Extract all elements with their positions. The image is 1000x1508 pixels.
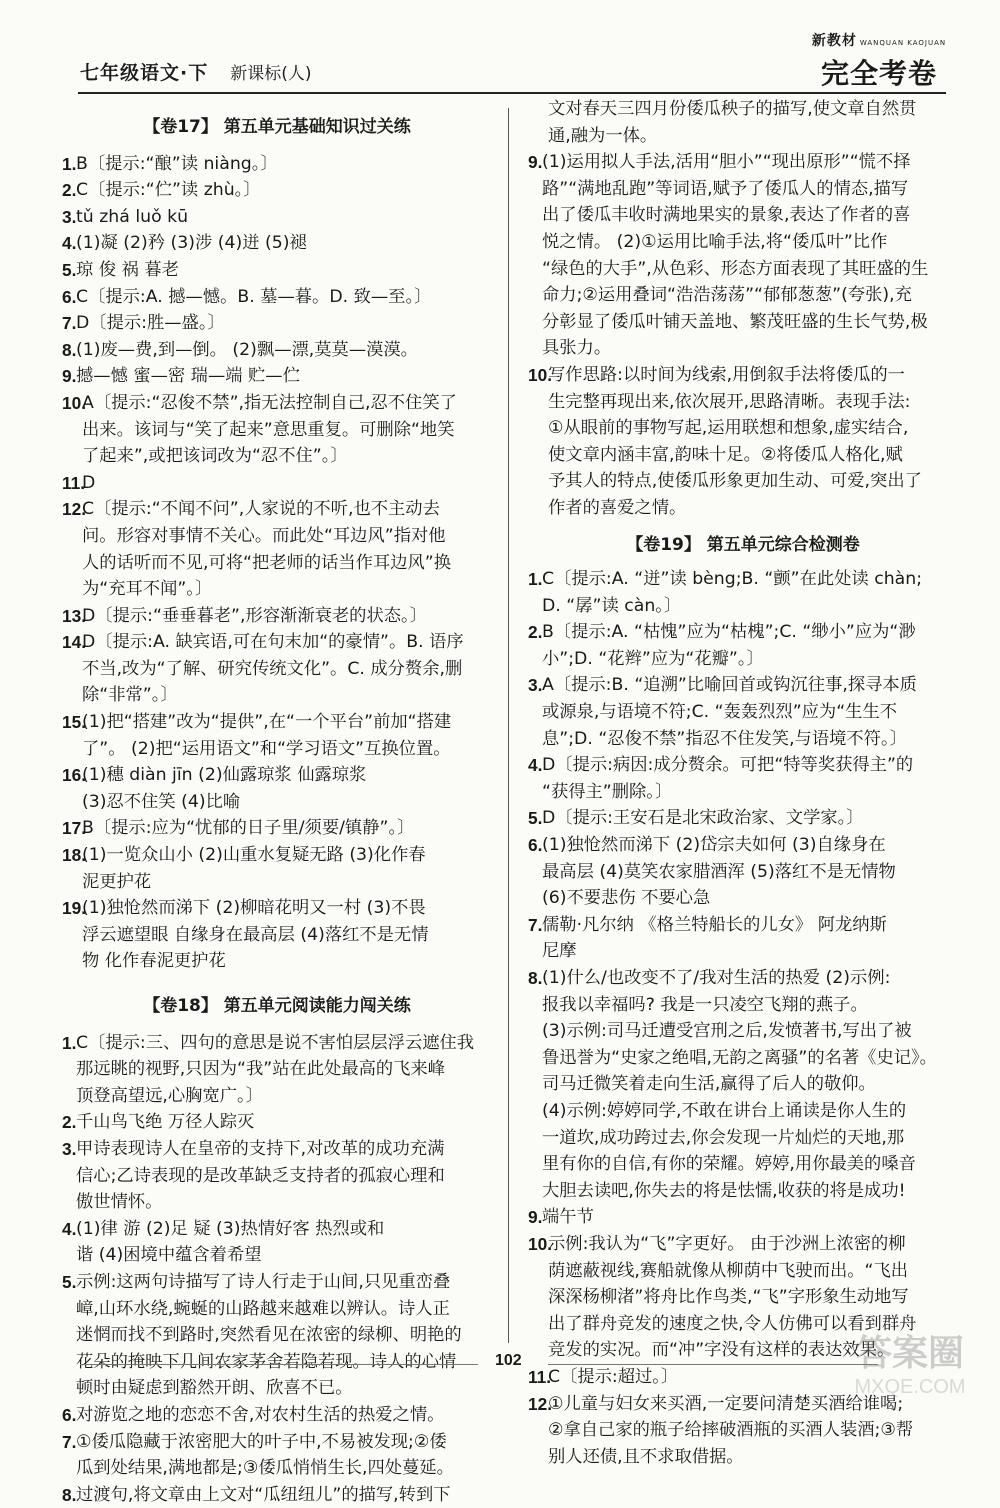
answer-line: 司马迁微笑着走向生活,赢得了后人的敬仰。: [542, 1074, 876, 1095]
answer-line: 最高层 (4)莫笑农家腊酒浑 (5)落红不是无情物: [542, 861, 896, 882]
answer-line: 报我以幸福吗? 我是一只凌空飞翔的燕子。: [542, 994, 868, 1015]
answer-line: 为“充耳不闻”。〕: [82, 579, 213, 600]
answer-line: 了起来”,或把该词改为“忍不住”。〕: [82, 446, 348, 467]
answer-line: D〔提示:A. 缺宾语,可在句末加“的豪情”。B. 语序: [82, 632, 464, 653]
answer-number: 5.: [528, 808, 543, 829]
answer-line: B〔提示:应为“忧郁的日子里/须要/镇静”。〕: [82, 818, 415, 839]
answer-line: (3)忍不住笑 (4)比喻: [82, 791, 241, 812]
answer-line: ②拿自己家的瓶子给摔破酒瓶的买酒人装酒;③帮: [548, 1420, 914, 1441]
answer-number: 2.: [528, 622, 543, 643]
answer-line: ①儿童与妇女来买酒,一定要问清楚买酒给谁喝;: [548, 1393, 904, 1414]
answer-line: 过渡句,将文章由上文对“瓜纽纽儿”的描写,转到下: [76, 1484, 451, 1505]
answer-item: [528, 566, 958, 619]
answer-line: D〔提示:“垂垂暮老”,形容渐渐衰老的状态。〕: [82, 605, 427, 626]
section-18-items-continued: [528, 149, 958, 521]
answer-number: 3.: [62, 1138, 77, 1159]
page-header: [80, 58, 311, 85]
answer-item: [62, 151, 492, 178]
answer-line: (1)独怆然而涕下 (2)岱宗夫如何 (3)自缘身在: [542, 835, 886, 856]
answer-line: 出了群舟竞发的速度之快,令人仿佛可以看到群舟: [548, 1313, 917, 1334]
answer-line: C〔提示:“不闻不问”,人家说的不听,也不主动去: [82, 499, 440, 520]
answer-line: 示例:这两句诗描写了诗人行走于山间,只见重峦叠: [76, 1271, 451, 1292]
answer-number: 7.: [528, 914, 543, 935]
answer-line: 使文章内涵丰富,韵味十足。②将倭瓜人格化,赋: [548, 444, 903, 465]
answer-item: [62, 177, 492, 204]
answer-number: 16.: [62, 765, 87, 786]
answer-number: 4.: [62, 1218, 77, 1239]
answer-line: (1)律 游 (2)足 疑 (3)热情好客 热烈或和: [76, 1218, 385, 1239]
answer-item: [62, 310, 492, 337]
answer-line: 写作思路:以时间为线索,用倒叙手法将倭瓜的一: [548, 364, 905, 385]
answer-line: D〔提示:王安石是北宋政治家、文学家。〕: [542, 808, 864, 829]
answer-item: [62, 470, 492, 497]
answer-line: 浮云遮望眼 自缘身在最高层 (4)落红不是无情: [82, 924, 429, 945]
answer-line: 儒勒·凡尔纳 《格兰特船长的儿女》 阿龙纳斯: [542, 914, 887, 935]
answer-line: 花朵的掩映下几间农家茅舍若隐若现。诗人的心情: [76, 1351, 457, 1372]
left-column: [62, 96, 492, 1508]
answer-number: 3.: [62, 206, 77, 227]
answer-number: 6.: [62, 286, 77, 307]
answer-number: 11.: [528, 1366, 552, 1387]
answer-line: 出来。该词与“笑了起来”意思重复。可删除“地笑: [82, 419, 455, 440]
answer-line: A〔提示:“忍俊不禁”,指无法控制自己,忍不住笑了: [82, 392, 457, 413]
answer-line: 问。形容对事情不关心。而此处“耳边风”指对他: [82, 525, 446, 546]
answer-line: 予其人的特点,使倭瓜形象更加生动、可爱,突出了: [548, 471, 922, 492]
answer-number: 10.: [528, 1233, 553, 1254]
answer-line: 通,融为一体。: [548, 125, 658, 146]
section-18-items: [62, 1030, 492, 1508]
answer-number: 5.: [62, 1271, 77, 1292]
answer-line: C〔提示:A. “迸”读 bèng;B. “颤”在此处读 chàn;: [542, 569, 923, 590]
header-rule: [78, 92, 946, 94]
answer-line: C〔提示:A. 撼—憾。B. 墓—暮。D. 致—至。〕: [76, 286, 432, 307]
continued-answer-8: [528, 96, 958, 149]
answer-line: (1)废—费,到—倒。 (2)飘—漂,莫莫—漠漠。: [76, 339, 418, 360]
answer-line: 端午节: [542, 1207, 594, 1228]
answer-line: 荫遮蔽视线,赛船就像从柳荫中飞驶而出。“飞出: [548, 1260, 909, 1281]
answer-line: (1)把“搭建”改为“提供”,在“一个平台”前加“搭建: [82, 712, 452, 733]
watermark-main: 答案圈: [855, 1333, 964, 1374]
answer-line: (1)独怆然而涕下 (2)柳暗花明又一村 (3)不畏: [82, 898, 426, 919]
brand-pinyin: WANQUAN KAOJUAN: [859, 39, 947, 47]
answer-number: 9.: [528, 152, 543, 173]
answer-item: [62, 709, 492, 762]
answer-item: [62, 895, 492, 975]
answer-line: C〔提示:三、四句的意思是说不害怕层层浮云遮住我: [76, 1032, 475, 1053]
answer-line: 一道坎,成功跨过去,你会发现一片灿烂的天地,那: [542, 1127, 905, 1148]
answer-item: [62, 1136, 492, 1216]
answer-line: 出了倭瓜丰收时满地果实的景象,表达了作者的喜: [542, 205, 911, 226]
section-title-17: 【卷17】 第五单元基础知识过关练: [143, 117, 411, 137]
answer-line: (1)什么/也改变不了/我对生活的热爱 (2)示例:: [542, 968, 891, 988]
watermark-logo: [850, 1325, 970, 1399]
page-footer: [80, 1352, 946, 1376]
answer-item: [528, 912, 958, 965]
footer-rule-right: [548, 1364, 878, 1365]
answer-line: ①从眼前的事物写起,运用联想和想象,虚实结合,: [548, 418, 909, 439]
answer-number: 15.: [62, 712, 87, 733]
answer-line: (1)运用拟人手法,活用“胆小”“现出原形”“慌不择: [542, 152, 911, 173]
answer-item: [62, 1402, 492, 1429]
answer-line: A〔提示:B. “追溯”比喻回首或钩沉往事,探寻本质: [542, 675, 917, 696]
answer-line: 或源泉,与语境不符;C. “轰轰烈烈”应为“生生不: [542, 702, 898, 723]
answer-item: [62, 1269, 492, 1402]
answer-line: (6)不要悲伤 不要心急: [542, 888, 711, 909]
answer-item: [62, 1109, 492, 1136]
answer-line: 作者的喜爱之情。: [548, 497, 687, 518]
answer-line: 里有你的自信,有你的荣耀。婷婷,用你最美的嗓音: [542, 1154, 916, 1175]
grade-label: 七年级语文·下: [80, 62, 209, 84]
answer-number: 1.: [62, 153, 77, 174]
answer-line: B〔提示:“酿”读 niàng。〕: [76, 153, 278, 174]
answer-item: [528, 752, 958, 805]
answer-number: 10.: [62, 392, 87, 413]
answer-item: [528, 619, 958, 672]
answer-number: 8.: [528, 968, 543, 988]
answer-item: [62, 363, 492, 390]
answer-number: 6.: [528, 835, 543, 856]
answer-line: D. “孱”读 càn。〕: [542, 595, 682, 616]
answer-line: “获得主”删除。〕: [542, 781, 673, 802]
answer-line: 物 化作春泥更护花: [82, 951, 226, 972]
answer-line: 深深杨柳渚”将舟比作鸟类,“飞”字形象生动地写: [548, 1287, 909, 1308]
brand-logo: [810, 30, 948, 92]
answer-line: 竞发的实况。而“冲”字没有这样的表达效果。: [548, 1340, 895, 1361]
answer-line: 嶂,山环水绕,蜿蜒的山路越来越难以辨认。诗人正: [76, 1298, 450, 1319]
answer-line: 瓜到处结果,满地都是;③倭瓜悄悄生长,四处蔓延。: [76, 1458, 454, 1479]
answer-item: [528, 1204, 958, 1231]
answer-number: 4.: [528, 755, 543, 776]
answer-line: 分彰显了倭瓜叶铺天盖地、繁茂旺盛的生长气势,极: [542, 311, 928, 332]
answer-item: [62, 629, 492, 709]
answer-number: 2.: [62, 1112, 77, 1133]
answer-item: [62, 815, 492, 842]
answer-item: [62, 390, 492, 470]
answer-item: [528, 805, 958, 832]
answer-number: 7.: [62, 313, 77, 334]
answer-number: 8.: [62, 1484, 77, 1505]
answer-item: [62, 230, 492, 257]
answer-number: 12.: [528, 1393, 553, 1414]
answer-number: 19.: [62, 898, 87, 919]
answer-line: 谐 (4)困境中蕴含着希望: [76, 1245, 262, 1266]
answer-number: 5.: [62, 259, 77, 280]
answer-item: [62, 496, 492, 602]
answer-item: [528, 832, 958, 912]
answer-line: “绿色的大手”,从色彩、形态方面表现了其旺盛的生: [542, 258, 929, 279]
answer-line: 千山鸟飞绝 万径人踪灭: [76, 1112, 255, 1133]
answer-number: 9.: [528, 1207, 543, 1228]
answer-item: [528, 1391, 958, 1471]
answer-line: C〔提示:“伫”读 zhù。〕: [76, 180, 261, 201]
answer-number: 10.: [528, 364, 553, 385]
section-17-items: [62, 151, 492, 975]
answer-line: 那远眺的视野,只因为“我”站在此处最高的飞来峰: [76, 1059, 446, 1080]
watermark-sub: MXQE.COM: [854, 1376, 966, 1398]
answer-number: 6.: [62, 1404, 77, 1425]
answer-line: 撼—憾 蜜—密 瑞—端 贮—伫: [76, 366, 300, 387]
brand-top: 新教材: [811, 33, 857, 49]
answer-line: (3)示例:司马迁遭受宫刑之后,发愤著书,写出了被: [542, 1021, 912, 1042]
answer-number: 18.: [62, 845, 87, 866]
answer-number: 1.: [62, 1032, 77, 1053]
answer-line: D〔提示:胜—盛。〕: [76, 313, 225, 334]
answer-line: D: [82, 472, 96, 493]
answer-line: 示例:我认为“飞”字更好。 由于沙洲上浓密的柳: [548, 1233, 906, 1254]
answer-item: [62, 1429, 492, 1482]
answer-line: 尼摩: [542, 941, 577, 962]
answer-line: 信心;乙诗表现的是改革缺乏支持者的孤寂心理和: [76, 1165, 445, 1186]
answer-item: [62, 1482, 492, 1508]
answer-item: [528, 149, 958, 362]
answer-item: [62, 762, 492, 815]
answer-line: 顶登高望远,心胸宽广。〕: [76, 1085, 263, 1106]
answer-item: [62, 337, 492, 364]
answer-item: [62, 842, 492, 895]
answer-line: 大胆去读吧,你失去的将是怯懦,收获的将是成功!: [542, 1180, 906, 1201]
answer-number: 2.: [62, 180, 77, 201]
answer-line: 路”“满地乱跑”等词语,赋予了倭瓜人的情态,描写: [542, 178, 909, 199]
answer-line: 生完整再现出来,依次展开,思路清晰。表现手法:: [548, 391, 911, 412]
answer-item: [62, 284, 492, 311]
answer-line: 泥更护花: [82, 871, 152, 892]
answer-line: 琼 俊 祸 暮老: [76, 259, 179, 280]
answer-item: [528, 672, 958, 752]
page-number: 102: [495, 1352, 522, 1369]
section-title-18: 【卷18】 第五单元阅读能力闯关练: [143, 996, 411, 1016]
answer-line: 顿时由疑虑到豁然开朗、欣喜不已。: [76, 1378, 353, 1399]
answer-line: 文对春天三四月份倭瓜秧子的描写,使文章自然贯: [548, 99, 917, 119]
answer-line: 鲁迅誉为“史家之绝唱,无韵之离骚”的名著《史记》。: [542, 1047, 937, 1068]
answer-line: 傲世情怀。: [76, 1192, 163, 1213]
answer-item: [528, 965, 958, 1204]
answer-number: 17.: [62, 818, 87, 839]
standard-label: 新课标(人): [230, 64, 312, 84]
answer-number: 7.: [62, 1431, 77, 1452]
answer-item: [62, 204, 492, 231]
answer-line: (1)一览众山小 (2)山重水复疑无路 (3)化作春: [82, 845, 426, 866]
answer-line: (4)示例:婷婷同学,不敢在讲台上诵读是你人生的: [542, 1100, 907, 1121]
right-column: [528, 96, 958, 1470]
section-title-19: 【卷19】 第五单元综合检测卷: [626, 534, 860, 555]
answer-line: 具张力。: [542, 338, 612, 359]
answer-line: tǔ zhá luǒ kū: [76, 206, 189, 227]
brand-main: 完全考卷: [820, 57, 937, 90]
answer-item: [62, 603, 492, 630]
answer-line: 人的话听而不见,可将“把老师的话当作耳边风”换: [82, 552, 452, 573]
answer-line: 命力;②运用叠词“浩浩荡荡”“郁郁葱葱”(夸张),充: [542, 285, 912, 306]
answer-number: 11.: [62, 472, 86, 493]
answer-line: 不当,改为“了解、研究传统文化”。C. 成分赘余,删: [82, 658, 463, 679]
answer-item: [62, 1216, 492, 1269]
answer-line: 小”;D. “花辫”应为“花瓣”。〕: [542, 648, 764, 669]
answer-item: [62, 257, 492, 284]
answer-line: 对游览之地的恋恋不舍,对农村生活的热爱之情。: [76, 1404, 445, 1425]
answer-number: 4.: [62, 233, 77, 254]
answer-number: 14.: [62, 632, 87, 653]
answer-line: (1)穗 diàn jīn (2)仙露琼浆 仙露琼浆: [82, 765, 367, 786]
answer-line: 迷惘而找不到路时,突然看见在浓密的绿柳、明艳的: [76, 1325, 462, 1346]
answer-line: D〔提示:病因:成分赘余。可把“特等奖获得主”的: [542, 755, 914, 776]
footer-rule-left: [80, 1364, 478, 1365]
answer-line: 甲诗表现诗人在皇帝的支持下,对改革的成功充满: [76, 1138, 445, 1159]
answer-number: 13.: [62, 605, 87, 626]
answer-item: [528, 362, 958, 522]
answer-line: C〔提示:超过。〕: [548, 1366, 679, 1387]
answer-item: [62, 1030, 492, 1110]
answer-number: 12.: [62, 499, 87, 520]
answer-line: (1)凝 (2)矜 (3)涉 (4)迸 (5)褪: [76, 233, 307, 254]
answer-number: 3.: [528, 675, 543, 696]
answer-line: 悦之情。 (2)①运用比喻手法,将“倭瓜叶”比作: [542, 231, 888, 252]
answer-line: B〔提示:A. “枯愧”应为“枯槐”;C. “缈小”应为“渺: [542, 622, 916, 643]
answer-number: 1.: [528, 569, 543, 590]
answer-line: 除“非常”。〕: [82, 685, 178, 706]
answer-number: 9.: [62, 366, 77, 387]
column-divider: [508, 108, 509, 1343]
answer-line: ①倭瓜隐藏于浓密肥大的叶子中,不易被发现;②倭: [76, 1431, 447, 1452]
answer-line: 息”;D. “忍俊不禁”指忍不住发笑,与语境不符。〕: [542, 728, 907, 749]
answer-line: 了”。 (2)把“运用语文”和“学习语文”互换位置。: [82, 738, 451, 759]
answer-number: 8.: [62, 339, 77, 360]
answer-line: 别人还债,且不求取借据。: [548, 1446, 744, 1467]
